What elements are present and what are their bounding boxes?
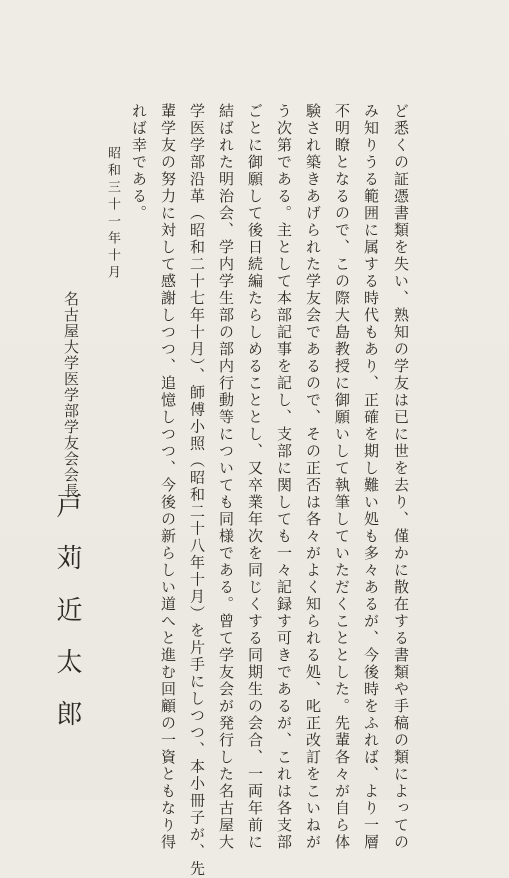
text-column-3: 不明瞭となるので、この際大島教授に御願いして執筆していただくこととした。先輩各々が自ら体 bbox=[333, 103, 351, 851]
text-column-2: み知りうる範囲に属する時代もあり、正確を期し難い処も多々あるが、今後時をふれば、より一層 bbox=[362, 103, 380, 851]
document-date: 昭和三十一年十月 bbox=[105, 146, 120, 282]
text-column-4: 験され築きあげられた学友会であるので、その正否は各々がよく知られる処、叱正改訂をこいねが bbox=[304, 103, 322, 851]
text-column-1: ど悉くの証憑書類を失い、熟知の学友は已に世を去り、僅かに散在する書類や手稿の類によっての bbox=[392, 103, 410, 851]
text-column-6: ごとに御願して後日続編たらしめることとし、又卒業年次を同じくする同期生の会合、一両年前に bbox=[246, 103, 264, 851]
organization-title: 名古屋大学医学部学友会会長 bbox=[62, 291, 80, 499]
text-column-5: う次第である。主として本部記事を記し、支部に関しても一々記録す可きであるが、これは各支部 bbox=[275, 103, 293, 851]
text-column-8: 学医学部沿革（昭和二十七年十月）、師傅小照（昭和二十八年十月）を片手にしつつ、本小冊子が、先 bbox=[188, 103, 206, 878]
text-column-9: 輩学友の努力に対して感謝しつつ、追憶しつつ、今後の新らしい道へと進む回顧の一資ともなり得 bbox=[159, 103, 177, 851]
author-name: 戸苅近太郎 bbox=[52, 492, 82, 752]
text-column-10: れば幸である。 bbox=[130, 103, 148, 222]
text-column-7: 結ばれた明治会、学内学生部の部内行動等についても同様である。曾て学友会が発行した名古屋大 bbox=[217, 103, 235, 851]
